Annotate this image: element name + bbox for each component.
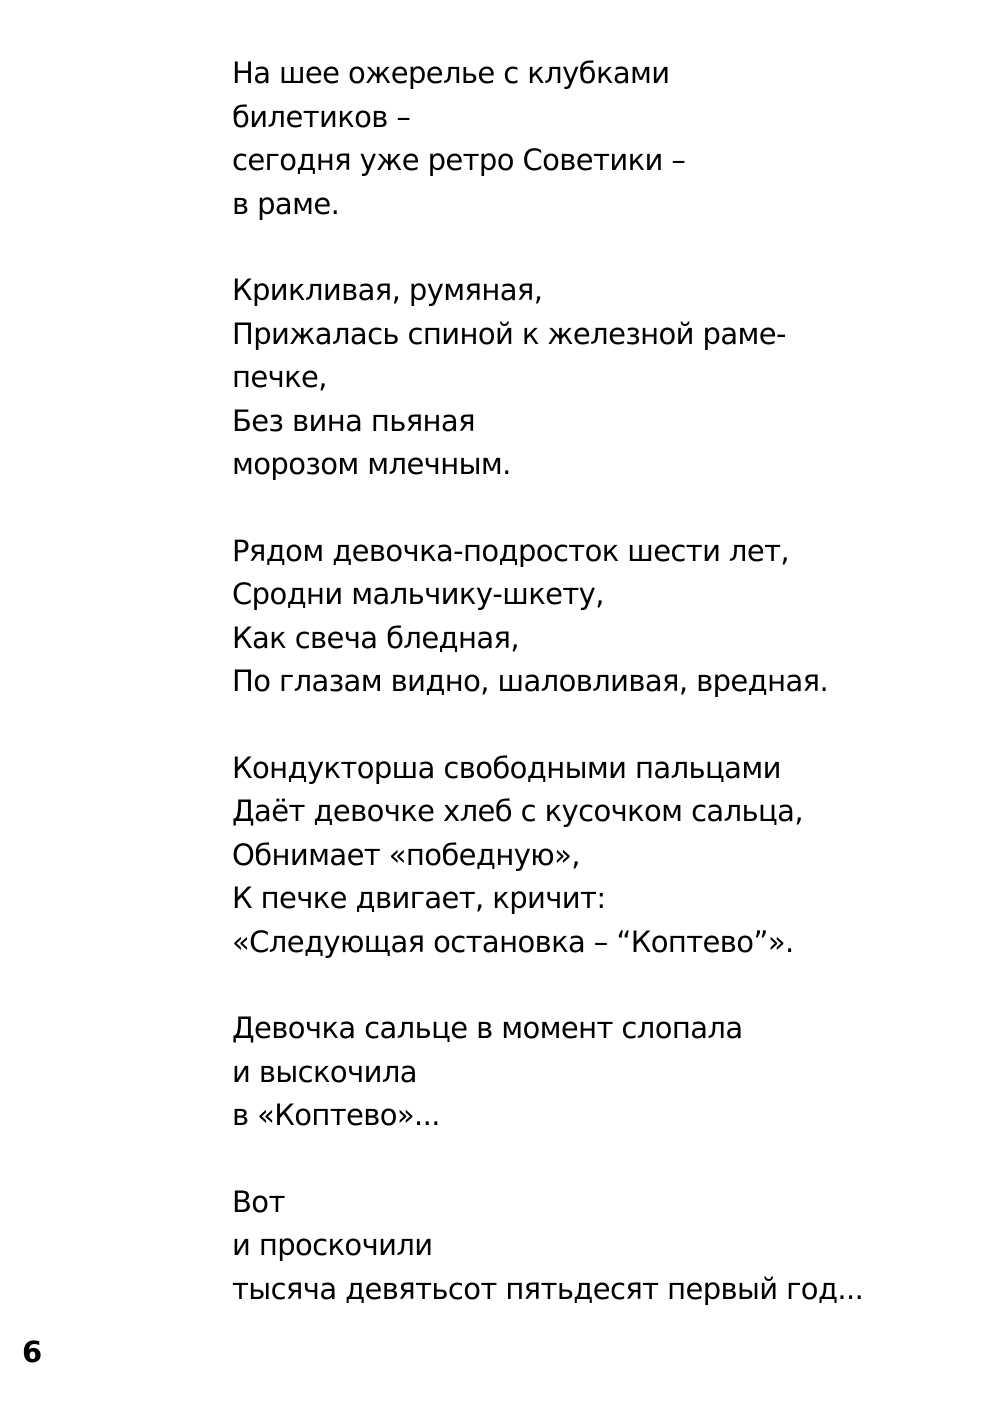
poem-line: морозом млечным. xyxy=(232,447,511,481)
poem-line: Крикливая, румяная, xyxy=(232,273,543,307)
poem-line: Даёт девочке хлеб с кусочком сальца, xyxy=(232,794,803,828)
poem-line: в раме. xyxy=(232,186,340,221)
stanza xyxy=(232,52,972,226)
stanza xyxy=(232,269,972,487)
poem-line: Вот xyxy=(232,1184,285,1219)
poem-line: Без вина пьяная xyxy=(232,403,475,438)
poem-line: тысяча девятьсот пятьдесят первый год... xyxy=(232,1271,864,1306)
poem-line: билетиков – xyxy=(232,99,411,134)
poem-line: «Следующая остановка – “Коптево”». xyxy=(232,924,794,959)
stanza xyxy=(232,1007,972,1138)
poem-text xyxy=(232,52,972,1354)
poem-line: Прижалась спиной к железной раме- xyxy=(232,316,786,351)
poem-line: Девочка сальце в момент слопала xyxy=(232,1011,743,1045)
page-number: 6 xyxy=(22,1335,43,1369)
poem-line: Сродни мальчику-шкету, xyxy=(232,577,604,611)
stanza xyxy=(232,747,972,965)
poem-line: в «Коптево»... xyxy=(232,1098,440,1132)
poem-line: Рядом девочка-подросток шести лет, xyxy=(232,533,790,568)
poem-line: Кондукторша свободными пальцами xyxy=(232,750,781,785)
stanza xyxy=(232,530,972,704)
poem-line: К печке двигает, кричит: xyxy=(232,881,606,915)
poem-line: и выскочила xyxy=(232,1054,417,1089)
poem-line: Как свеча бледная, xyxy=(232,620,520,655)
poem-line: На шее ожерелье с клубками xyxy=(232,56,670,90)
poem-line: печке, xyxy=(232,360,327,394)
poem-line: Обнимает «победную», xyxy=(232,837,580,872)
poem-line: и проскочили xyxy=(232,1228,433,1262)
poem-line: По глазам видно, шаловливая, вредная. xyxy=(232,664,829,698)
stanza xyxy=(232,1181,972,1312)
poem-line: сегодня уже ретро Советики – xyxy=(232,143,686,177)
